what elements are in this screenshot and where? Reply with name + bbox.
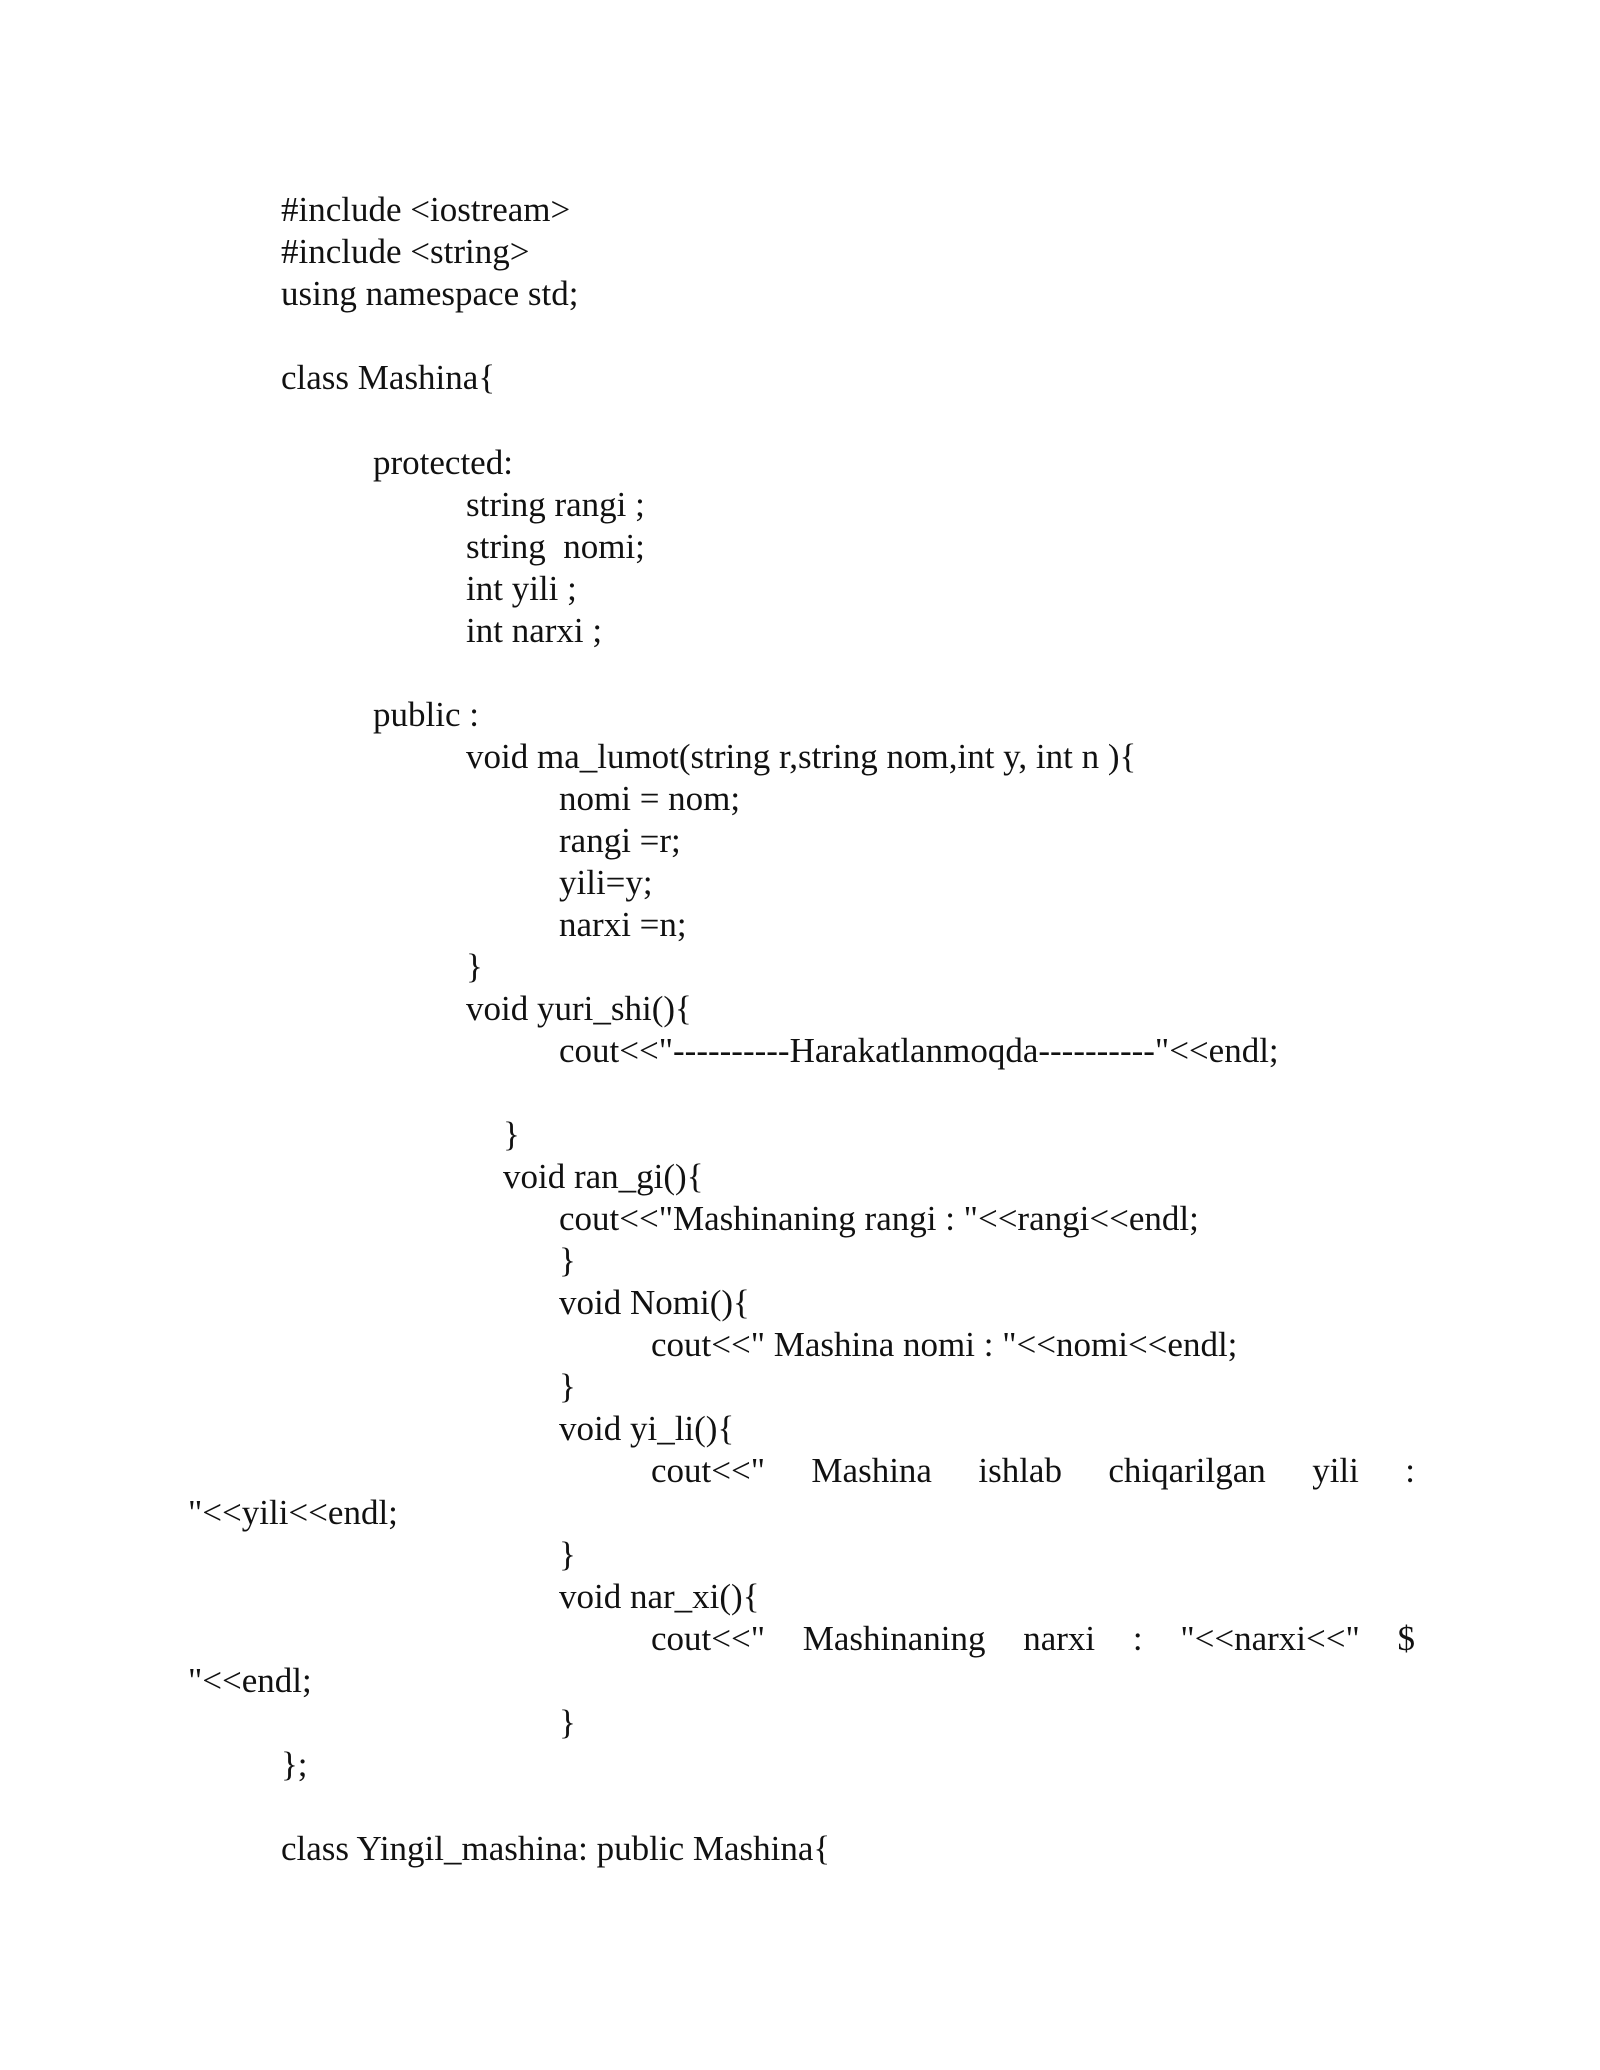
code-line: } [503,1115,520,1154]
code-line: "<<yili<<endl; [188,1493,398,1532]
code-line: using namespace std; [281,274,579,313]
code-line: void Nomi(){ [559,1283,750,1322]
code-word: cout<<" [651,1619,766,1658]
code-line: class Mashina{ [281,358,496,397]
code-line: #include <string> [281,232,530,271]
code-line: yili=y; [559,863,653,902]
code-word: chiqarilgan [1108,1451,1266,1490]
code-word: narxi [1023,1619,1096,1658]
code-line: class Yingil_mashina: public Mashina{ [281,1829,831,1868]
code-line: rangi =r; [559,821,681,860]
code-word: : [1405,1451,1415,1490]
code-line: string rangi ; [466,485,645,524]
code-line: narxi =n; [559,905,687,944]
code-word: cout<<" [651,1451,766,1490]
code-line: cout<<"----------Harakatlanmoqda----------"<<endl; [559,1031,1279,1070]
code-word: yili [1312,1451,1359,1490]
code-line: "<<endl; [188,1661,312,1700]
code-line: cout<<"Mashinaning rangi : "<<rangi<<endl; [559,1199,1199,1238]
code-word: Mashinaning [802,1619,986,1658]
code-line: #include <iostream> [281,190,571,229]
code-line: } [559,1367,576,1406]
justified-code-line [651,1450,1415,1492]
code-line: nomi = nom; [559,779,741,818]
code-line: } [559,1703,576,1742]
code-line: void nar_xi(){ [559,1577,760,1616]
code-line: }; [281,1745,308,1784]
code-line: string nomi; [466,527,645,566]
code-word: "<<narxi<<" [1180,1619,1360,1658]
code-line: void ran_gi(){ [503,1157,704,1196]
code-line: void yuri_shi(){ [466,989,692,1028]
code-line: cout<<" Mashina nomi : "<<nomi<<endl; [651,1325,1238,1364]
code-line: int yili ; [466,569,577,608]
code-line: public : [373,695,479,734]
code-word: ishlab [978,1451,1062,1490]
code-line: void yi_li(){ [559,1409,735,1448]
code-line: } [559,1241,576,1280]
code-line: protected: [373,443,513,482]
code-line: } [559,1535,576,1574]
code-word: $ [1397,1619,1415,1658]
code-line: int narxi ; [466,611,603,650]
justified-code-line [651,1618,1415,1660]
code-line: void ma_lumot(string r,string nom,int y, int n ){ [466,737,1137,776]
code-word: : [1132,1619,1143,1658]
code-word: Mashina [811,1451,932,1490]
code-line: } [466,947,483,986]
